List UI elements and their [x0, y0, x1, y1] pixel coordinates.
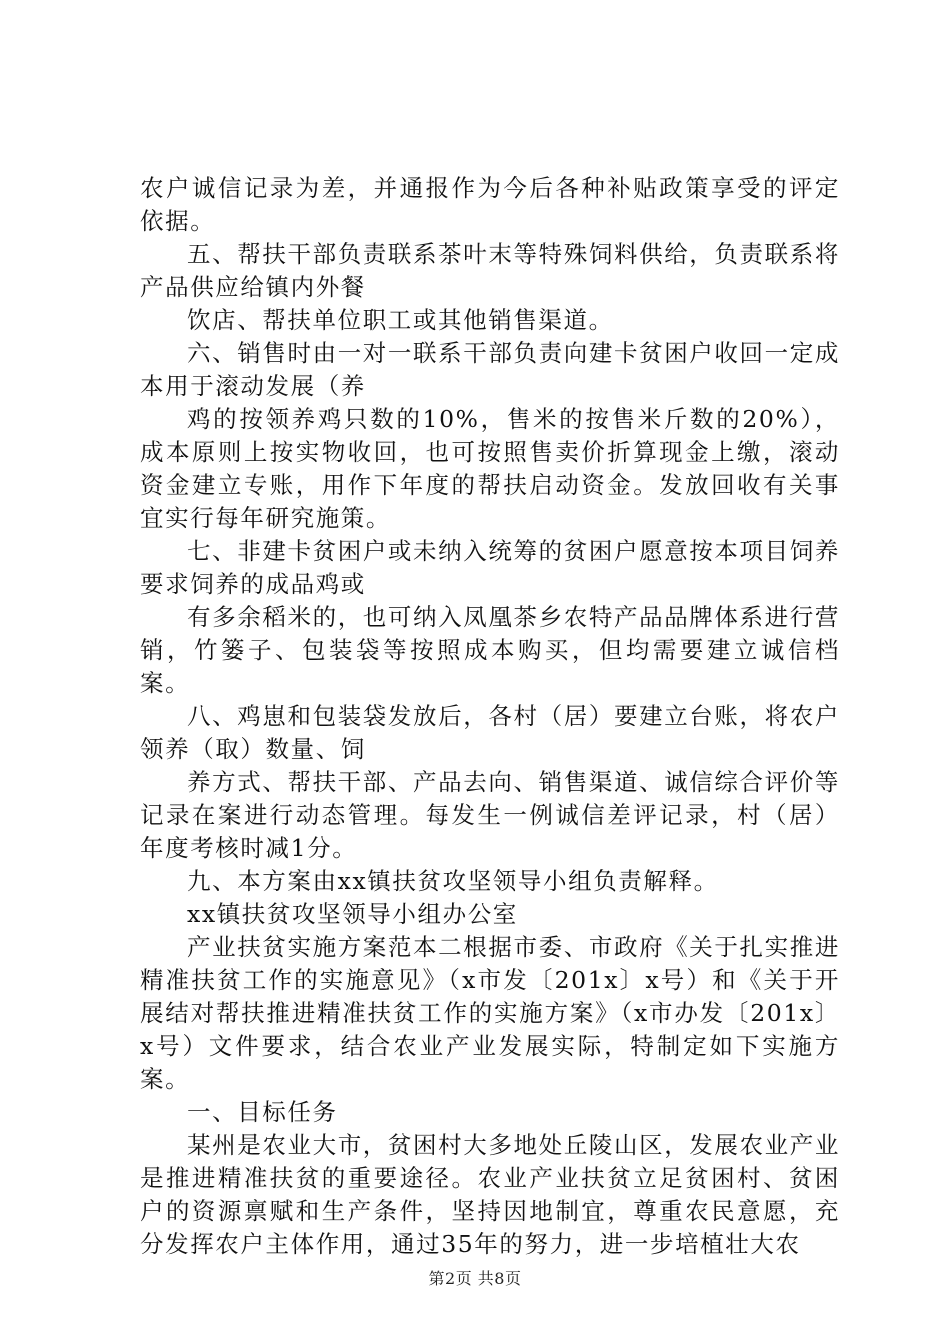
paragraph: 六、销售时由一对一联系干部负责向建卡贫困户收回一定成本用于滚动发展（养 [140, 339, 840, 400]
paragraph: 五、帮扶干部负责联系茶叶末等特殊饲料供给，负责联系将产品供应给镇内外餐 [140, 240, 840, 301]
paragraph: 某州是农业大市，贫困村大多地处丘陵山区，发展农业产业是推进精准扶贫的重要途径。农业产业扶贫立足贫困村、贫困户的资源禀赋和生产条件，坚持因地制宜，尊重农民意愿，充分发挥农户主体作用，通过35年的努力，进一步培植壮大农 [140, 1131, 840, 1258]
document-body [140, 172, 840, 1261]
paragraph: 产业扶贫实施方案范本二根据市委、市政府《关于扎实推进精准扶贫工作的实施意见》（x市发〔201x〕x号）和《关于开展结对帮扶推进精准扶贫工作的实施方案》（x市办发〔201x〕x号）文件要求，结合农业产业发展实际，特制定如下实施方案。 [140, 933, 840, 1093]
paragraph: 有多余稻米的，也可纳入凤凰茶乡农特产品品牌体系进行营销，竹篓子、包装袋等按照成本购买，但均需要建立诚信档案。 [140, 603, 840, 697]
paragraph: 鸡的按领养鸡只数的10%，售米的按售米斤数的20%），成本原则上按实物收回，也可按照售卖价折算现金上缴，滚动资金建立专账，用作下年度的帮扶启动资金。发放回收有关事宜实行每年研究施策。 [140, 405, 840, 532]
paragraph: 饮店、帮扶单位职工或其他销售渠道。 [187, 306, 614, 334]
paragraph: 一、目标任务 [187, 1098, 338, 1126]
paragraph: xx镇扶贫攻坚领导小组办公室 [187, 900, 518, 928]
paragraph: 九、本方案由xx镇扶贫攻坚领导小组负责解释。 [187, 867, 719, 895]
paragraph: 农户诚信记录为差，并通报作为今后各种补贴政策享受的评定依据。 [140, 174, 840, 235]
paragraph: 养方式、帮扶干部、产品去向、销售渠道、诚信综合评价等记录在案进行动态管理。每发生一例诚信差评记录，村（居）年度考核时减1分。 [140, 768, 840, 862]
paragraph: 八、鸡崽和包装袋发放后，各村（居）要建立台账，将农户领养（取）数量、饲 [140, 702, 840, 763]
paragraph: 七、非建卡贫困户或未纳入统筹的贫困户愿意按本项目饲养要求饲养的成品鸡或 [140, 537, 840, 598]
page-footer: 第2页 共8页 [428, 1269, 522, 1288]
